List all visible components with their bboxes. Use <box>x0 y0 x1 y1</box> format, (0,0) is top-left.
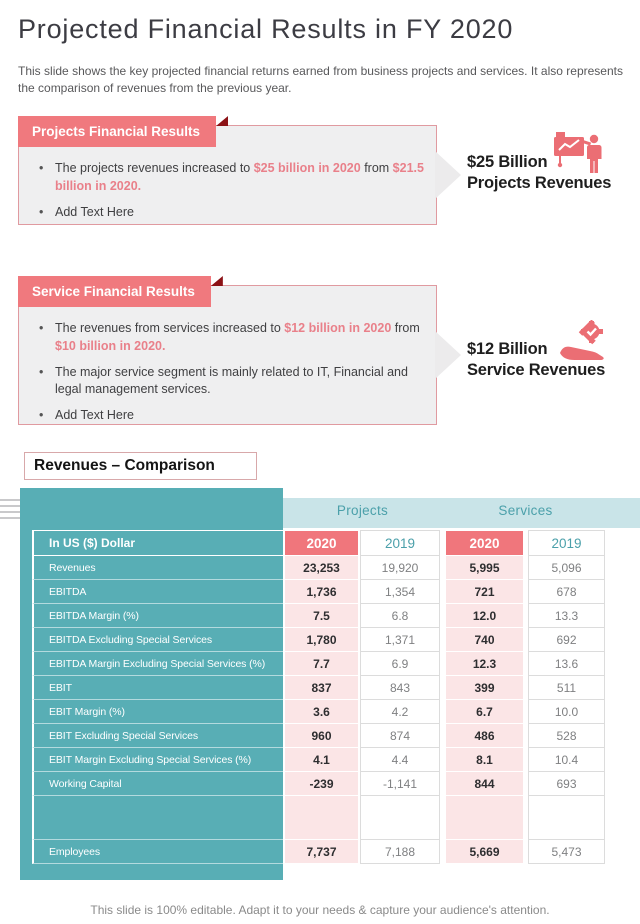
services-2019-cell: 13.6 <box>528 652 605 676</box>
highlight-text: $25 billion in 2020 <box>253 161 361 175</box>
services-2019-cell: 5,473 <box>528 840 605 864</box>
highlight-text: $12 billion in 2020 <box>284 321 392 335</box>
projects-2020-cell: 837 <box>285 676 358 700</box>
projects-financial-results-box <box>18 125 437 225</box>
services-2019-cell: 678 <box>528 580 605 604</box>
row-label-cell: EBIT <box>32 676 283 700</box>
callout-amount: $12 Billion <box>467 340 548 358</box>
table-row <box>32 796 605 840</box>
row-label-cell <box>32 796 283 840</box>
projects-2019-cell: 6.8 <box>360 604 440 628</box>
service-financial-results-box <box>18 285 437 425</box>
year-header-cell: 2020 <box>446 530 523 556</box>
hand-gear-check-icon <box>558 320 608 369</box>
services-2019-cell: 5,096 <box>528 556 605 580</box>
right-arrow-icon <box>435 331 461 379</box>
table-row <box>32 724 605 748</box>
decorative-lines <box>0 499 22 523</box>
ribbon-fold-icon <box>211 276 223 286</box>
projects-2019-cell: 843 <box>360 676 440 700</box>
bullet-item: • Add Text Here <box>35 204 430 222</box>
callout-label: Projects Revenues <box>467 174 612 193</box>
presentation-board-person-icon <box>553 130 605 181</box>
callout-amount: $25 Billion <box>467 153 548 171</box>
projects-2019-cell: 1,354 <box>360 580 440 604</box>
section-title: Revenues – Comparison <box>24 452 257 480</box>
row-label-cell: EBIT Margin (%) <box>32 700 283 724</box>
table-row <box>32 700 605 724</box>
projects-2019-cell: -1,141 <box>360 772 440 796</box>
services-2020-cell: 12.3 <box>446 652 523 676</box>
row-label-cell: EBITDA Excluding Special Services <box>32 628 283 652</box>
slide-description: This slide shows the key projected financial returns earned from business projects and services. It also represents the comparison of revenues from the previous year. <box>18 64 623 95</box>
services-2020-cell <box>446 796 523 840</box>
highlight-text: $10 billion in 2020. <box>55 338 166 353</box>
services-2020-cell: 8.1 <box>446 748 523 772</box>
group-header-projects: Projects <box>336 503 389 518</box>
projects-2020-cell: 23,253 <box>285 556 358 580</box>
services-2019-cell: 13.3 <box>528 604 605 628</box>
table-row <box>32 580 605 604</box>
page-title: Projected Financial Results in FY 2020 <box>18 14 514 44</box>
bullet-item: • Add Text Here <box>35 407 430 425</box>
projects-2019-cell: 4.4 <box>360 748 440 772</box>
projects-2019-cell: 4.2 <box>360 700 440 724</box>
services-2019-cell <box>528 796 605 840</box>
projects-2019-cell <box>360 796 440 840</box>
services-2020-cell: 399 <box>446 676 523 700</box>
row-label-cell: EBITDA Margin Excluding Special Services (%) <box>32 652 283 676</box>
projects-2019-cell: 874 <box>360 724 440 748</box>
table-row <box>32 748 605 772</box>
table-header-row <box>32 530 605 556</box>
year-header-cell: 2019 <box>528 530 605 556</box>
services-2020-cell: 5,669 <box>446 840 523 864</box>
row-label-cell: EBIT Excluding Special Services <box>32 724 283 748</box>
comparison-table-body <box>32 556 605 864</box>
projects-2020-cell: 960 <box>285 724 358 748</box>
bullet-item <box>35 320 430 356</box>
bullet-text: from <box>391 321 420 335</box>
year-header-cell: 2019 <box>360 530 440 556</box>
row-label-cell: EBITDA <box>32 580 283 604</box>
projects-2019-cell: 19,920 <box>360 556 440 580</box>
service-box-header <box>18 276 211 307</box>
row-label-cell: EBITDA Margin (%) <box>32 604 283 628</box>
services-2019-cell: 692 <box>528 628 605 652</box>
projects-2020-cell: 7,737 <box>285 840 358 864</box>
bullet-item: • The major service segment is mainly related to IT, Financial and legal management services. <box>35 364 430 400</box>
projects-2020-cell <box>285 796 358 840</box>
callout-label: Service Revenues <box>467 361 606 380</box>
service-bullet-list <box>35 320 430 425</box>
table-row <box>32 676 605 700</box>
services-2020-cell: 740 <box>446 628 523 652</box>
services-2020-cell: 486 <box>446 724 523 748</box>
services-2019-cell: 10.0 <box>528 700 605 724</box>
year-header-cell: 2020 <box>285 530 358 556</box>
comparison-table-grid <box>32 530 605 864</box>
group-header-services: Services <box>498 503 553 518</box>
services-2020-cell: 844 <box>446 772 523 796</box>
services-2019-cell: 511 <box>528 676 605 700</box>
projects-bullet-list <box>35 160 430 221</box>
bullet-text: The revenues from services increased to <box>55 321 285 335</box>
slide-footer-note: This slide is 100% editable. Adapt it to your needs & capture your audience's attention. <box>90 903 550 917</box>
projects-2019-cell: 7,188 <box>360 840 440 864</box>
unit-label-cell: In US ($) Dollar <box>32 530 283 556</box>
services-2020-cell: 721 <box>446 580 523 604</box>
projects-2020-cell: 7.5 <box>285 604 358 628</box>
bullet-text: from <box>360 161 393 175</box>
right-arrow-icon <box>435 151 461 199</box>
projects-box-header <box>18 116 216 147</box>
projects-2020-cell: -239 <box>285 772 358 796</box>
row-label-cell: Employees <box>32 840 283 864</box>
services-2020-cell: 6.7 <box>446 700 523 724</box>
services-2020-cell: 12.0 <box>446 604 523 628</box>
ribbon-fold-icon <box>216 116 228 126</box>
projects-2019-cell: 1,371 <box>360 628 440 652</box>
table-row <box>32 652 605 676</box>
row-label-cell: Revenues <box>32 556 283 580</box>
table-row <box>32 772 605 796</box>
projects-2020-cell: 1,780 <box>285 628 358 652</box>
row-label-cell: Working Capital <box>32 772 283 796</box>
services-2019-cell: 10.4 <box>528 748 605 772</box>
table-row <box>32 556 605 580</box>
service-box-header-label: Service Financial Results <box>32 284 195 299</box>
projects-2020-cell: 7.7 <box>285 652 358 676</box>
table-row <box>32 628 605 652</box>
row-label-cell: EBIT Margin Excluding Special Services (%) <box>32 748 283 772</box>
highlight-text: $21.5 billion in 2020. <box>55 161 424 193</box>
services-2019-cell: 693 <box>528 772 605 796</box>
services-2019-cell: 528 <box>528 724 605 748</box>
table-row <box>32 604 605 628</box>
table-row <box>32 840 605 864</box>
services-2020-cell: 5,995 <box>446 556 523 580</box>
projects-2020-cell: 4.1 <box>285 748 358 772</box>
projects-2019-cell: 6.9 <box>360 652 440 676</box>
projects-box-header-label: Projects Financial Results <box>32 124 201 139</box>
revenues-comparison-table <box>20 488 605 880</box>
bullet-text: The projects revenues increased to <box>55 161 254 175</box>
bullet-item <box>35 160 430 196</box>
projects-2020-cell: 1,736 <box>285 580 358 604</box>
projects-2020-cell: 3.6 <box>285 700 358 724</box>
